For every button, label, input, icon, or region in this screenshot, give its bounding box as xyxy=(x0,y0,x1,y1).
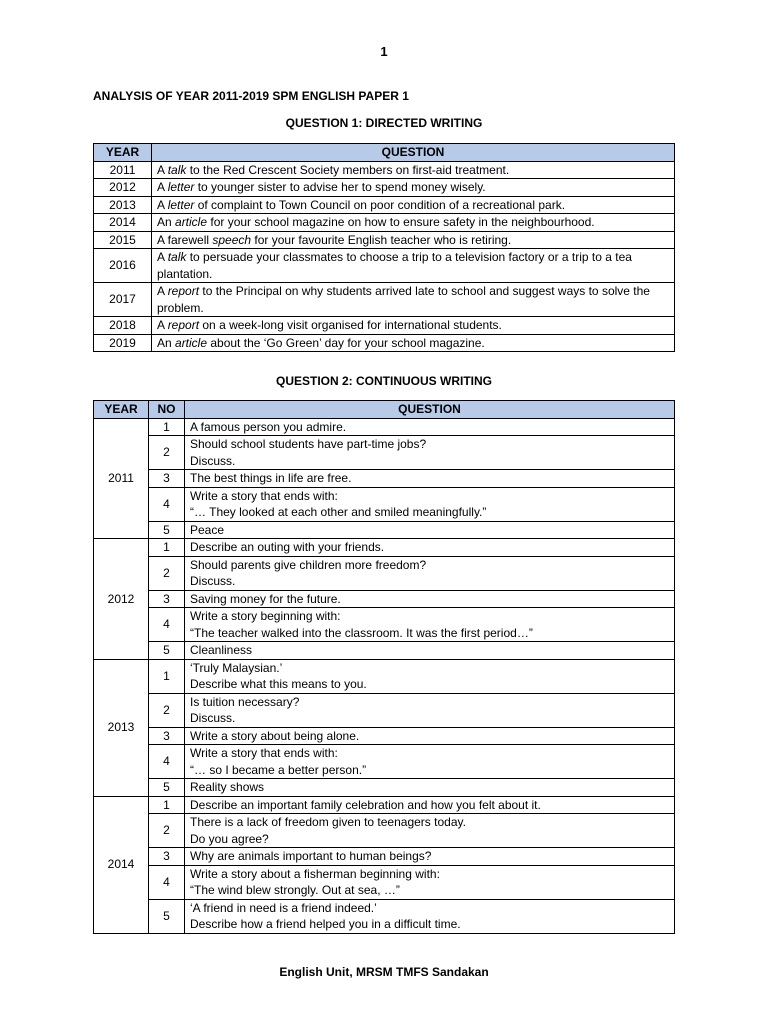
number-cell: 1 xyxy=(149,659,185,693)
question-cell xyxy=(152,214,675,232)
table-row xyxy=(94,231,675,249)
question-cell xyxy=(185,899,675,933)
number-cell: 5 xyxy=(149,899,185,933)
question-text-post: to younger sister to advise her to spend money wisely. xyxy=(194,180,486,194)
table-header-row xyxy=(94,401,675,419)
question-line: “The wind blew strongly. Out at sea, …” xyxy=(190,883,400,897)
text-type: letter xyxy=(167,197,195,212)
question-line: There is a lack of freedom given to teenagers today. xyxy=(190,815,466,829)
number-cell: 4 xyxy=(149,608,185,642)
question-line: ‘A friend in need is a friend indeed.’ xyxy=(190,900,377,915)
text-type: letter xyxy=(167,180,195,194)
number-cell: 4 xyxy=(149,745,185,779)
number-cell: 3 xyxy=(149,590,185,608)
table-row xyxy=(94,848,675,866)
question-line: Describe an important family celebration and how you felt about it. xyxy=(190,797,541,812)
table-row xyxy=(94,249,675,283)
year-cell: 2011 xyxy=(94,418,149,539)
number-cell: 1 xyxy=(149,796,185,814)
footer: English Unit, MRSM TMFS Sandakan xyxy=(279,965,489,979)
question-line: Do you agree? xyxy=(190,831,269,846)
question-line: Should parents give children more freedom? xyxy=(190,557,427,572)
question-cell xyxy=(185,727,675,745)
document-title: ANALYSIS OF YEAR 2011-2019 SPM ENGLISH PAPER 1 xyxy=(93,89,409,103)
number-cell: 5 xyxy=(149,642,185,660)
number-cell: 1 xyxy=(149,539,185,557)
question-cell xyxy=(152,231,675,249)
year-cell: 2017 xyxy=(94,283,152,317)
question-text-pre: A xyxy=(157,284,168,298)
question-text-post: to the Principal on why students arrived late to school and suggest ways to solve the problem. xyxy=(157,284,650,315)
table-row xyxy=(94,487,675,521)
table-row xyxy=(94,796,675,814)
table-row xyxy=(94,899,675,933)
question-cell xyxy=(185,539,675,557)
text-type: article xyxy=(175,335,208,350)
year-cell: 2016 xyxy=(94,249,152,283)
table-row xyxy=(94,470,675,488)
table-row xyxy=(94,590,675,608)
question-cell xyxy=(185,865,675,899)
number-cell: 3 xyxy=(149,727,185,745)
question-text-pre: A farewell xyxy=(157,232,213,247)
no-column-header: NO xyxy=(149,401,185,419)
number-cell: 5 xyxy=(149,521,185,539)
question-cell xyxy=(185,487,675,521)
year-cell: 2019 xyxy=(94,334,152,352)
question-line: Write a story that ends with: xyxy=(190,488,338,503)
question-column-header: QUESTION xyxy=(152,144,675,162)
question-line: Discuss. xyxy=(190,711,236,725)
question-text-pre: A xyxy=(157,318,168,332)
question-cell xyxy=(185,796,675,814)
question-line: Describe what this means to you. xyxy=(190,677,367,691)
question-line: Describe how a friend helped you in a difficult time. xyxy=(190,917,461,931)
question-line: A famous person you admire. xyxy=(190,419,347,434)
question-line: The best things in life are free. xyxy=(190,471,352,485)
question-line: Write a story about a fisherman beginning with: xyxy=(190,866,440,881)
question-line: ‘Truly Malaysian.’ xyxy=(190,660,283,675)
question-cell xyxy=(185,590,675,608)
year-cell: 2018 xyxy=(94,317,152,335)
year-cell: 2013 xyxy=(94,196,152,214)
question-cell xyxy=(152,179,675,197)
question-cell xyxy=(185,814,675,848)
question-cell xyxy=(185,642,675,660)
table-row xyxy=(94,556,675,590)
number-cell: 2 xyxy=(149,814,185,848)
table-row xyxy=(94,161,675,179)
table-row xyxy=(94,214,675,232)
number-cell: 4 xyxy=(149,487,185,521)
page-number: 1 xyxy=(380,44,388,59)
question-cell xyxy=(185,745,675,779)
question-cell xyxy=(152,334,675,352)
question-line: Peace xyxy=(190,522,225,537)
year-cell: 2011 xyxy=(94,161,152,179)
question-cell xyxy=(152,249,675,283)
question-cell xyxy=(185,693,675,727)
question-line: Write a story about being alone. xyxy=(190,728,360,743)
question-line: Saving money for the future. xyxy=(190,591,341,606)
table-row xyxy=(94,317,675,335)
year-column-header: YEAR xyxy=(94,144,152,162)
question-column-header: QUESTION xyxy=(185,401,675,419)
question-cell xyxy=(185,848,675,866)
question-text-pre: A xyxy=(157,250,168,264)
table-header-row xyxy=(94,144,675,162)
question-cell xyxy=(185,608,675,642)
table-row xyxy=(94,693,675,727)
year-cell: 2014 xyxy=(94,796,149,933)
question-cell xyxy=(185,436,675,470)
table-row xyxy=(94,727,675,745)
question-text-pre: An xyxy=(157,335,176,350)
table-row xyxy=(94,196,675,214)
table-row xyxy=(94,521,675,539)
table-row xyxy=(94,539,675,557)
question-cell xyxy=(152,196,675,214)
question-line: “… so I became a better person.” xyxy=(190,762,367,777)
question-line: Cleanliness xyxy=(190,643,253,657)
question-text-pre: A xyxy=(157,180,168,194)
table-row xyxy=(94,865,675,899)
year-cell: 2012 xyxy=(94,179,152,197)
question-text-post: to persuade your classmates to choose a trip to a television factory or a trip to a tea plantation. xyxy=(157,250,632,281)
text-type: report xyxy=(167,284,200,298)
question-cell xyxy=(185,521,675,539)
question-line: Write a story that ends with: xyxy=(190,746,338,760)
directed-writing-table xyxy=(93,143,675,352)
question-cell xyxy=(185,470,675,488)
q1-section-title: QUESTION 1: DIRECTED WRITING xyxy=(285,116,483,130)
table-row xyxy=(94,659,675,693)
table-row xyxy=(94,334,675,352)
number-cell: 2 xyxy=(149,556,185,590)
question-cell xyxy=(185,779,675,797)
table-row xyxy=(94,179,675,197)
year-cell: 2013 xyxy=(94,659,149,796)
table-row xyxy=(94,779,675,797)
question-line: Is tuition necessary? xyxy=(190,694,300,709)
question-text-pre: An xyxy=(157,215,176,229)
question-text-post: for your favourite English teacher who is retiring. xyxy=(251,232,512,247)
year-cell: 2014 xyxy=(94,214,152,232)
question-cell xyxy=(152,161,675,179)
question-text-post: of complaint to Town Council on poor condition of a recreational park. xyxy=(194,197,566,212)
question-cell xyxy=(185,659,675,693)
number-cell: 3 xyxy=(149,470,185,488)
table-row xyxy=(94,745,675,779)
table-row xyxy=(94,283,675,317)
table-row xyxy=(94,642,675,660)
question-line: “… They looked at each other and smiled meaningfully.” xyxy=(190,505,487,519)
number-cell: 4 xyxy=(149,865,185,899)
question-text-pre: A xyxy=(157,197,168,212)
number-cell: 1 xyxy=(149,418,185,436)
text-type: report xyxy=(167,318,200,332)
table-row xyxy=(94,436,675,470)
question-text-post: on a week-long visit organised for international students. xyxy=(199,318,502,332)
year-column-header: YEAR xyxy=(94,401,149,419)
table-row xyxy=(94,814,675,848)
question-cell xyxy=(152,317,675,335)
question-line: “The teacher walked into the classroom. It was the first period…” xyxy=(190,625,533,640)
text-type: talk xyxy=(167,162,187,177)
question-line: Discuss. xyxy=(190,453,236,468)
question-cell xyxy=(185,418,675,436)
number-cell: 5 xyxy=(149,779,185,797)
question-text-pre: A xyxy=(157,162,168,177)
question-cell xyxy=(185,556,675,590)
question-line: Write a story beginning with: xyxy=(190,609,341,623)
question-line: Reality shows xyxy=(190,780,265,794)
number-cell: 3 xyxy=(149,848,185,866)
question-cell xyxy=(152,283,675,317)
table-row xyxy=(94,608,675,642)
year-cell: 2015 xyxy=(94,231,152,249)
question-text-post: for your school magazine on how to ensure safety in the neighbourhood. xyxy=(207,215,595,229)
question-line: Discuss. xyxy=(190,574,236,588)
question-line: Describe an outing with your friends. xyxy=(190,540,385,554)
question-text-post: about the ‘Go Green’ day for your school magazine. xyxy=(207,335,485,350)
number-cell: 2 xyxy=(149,436,185,470)
question-line: Why are animals important to human beings? xyxy=(190,849,432,863)
text-type: talk xyxy=(167,250,187,264)
continuous-writing-table xyxy=(93,400,675,934)
text-type: article xyxy=(175,215,208,229)
question-text-post: to the Red Crescent Society members on first-aid treatment. xyxy=(186,162,510,177)
directed-writing-rows xyxy=(94,161,675,352)
number-cell: 2 xyxy=(149,693,185,727)
year-cell: 2012 xyxy=(94,539,149,660)
continuous-writing-rows xyxy=(94,418,675,933)
text-type: speech xyxy=(212,232,252,247)
q2-section-title: QUESTION 2: CONTINUOUS WRITING xyxy=(276,374,492,388)
question-line: Should school students have part-time jobs? xyxy=(190,437,427,451)
table-row xyxy=(94,418,675,436)
